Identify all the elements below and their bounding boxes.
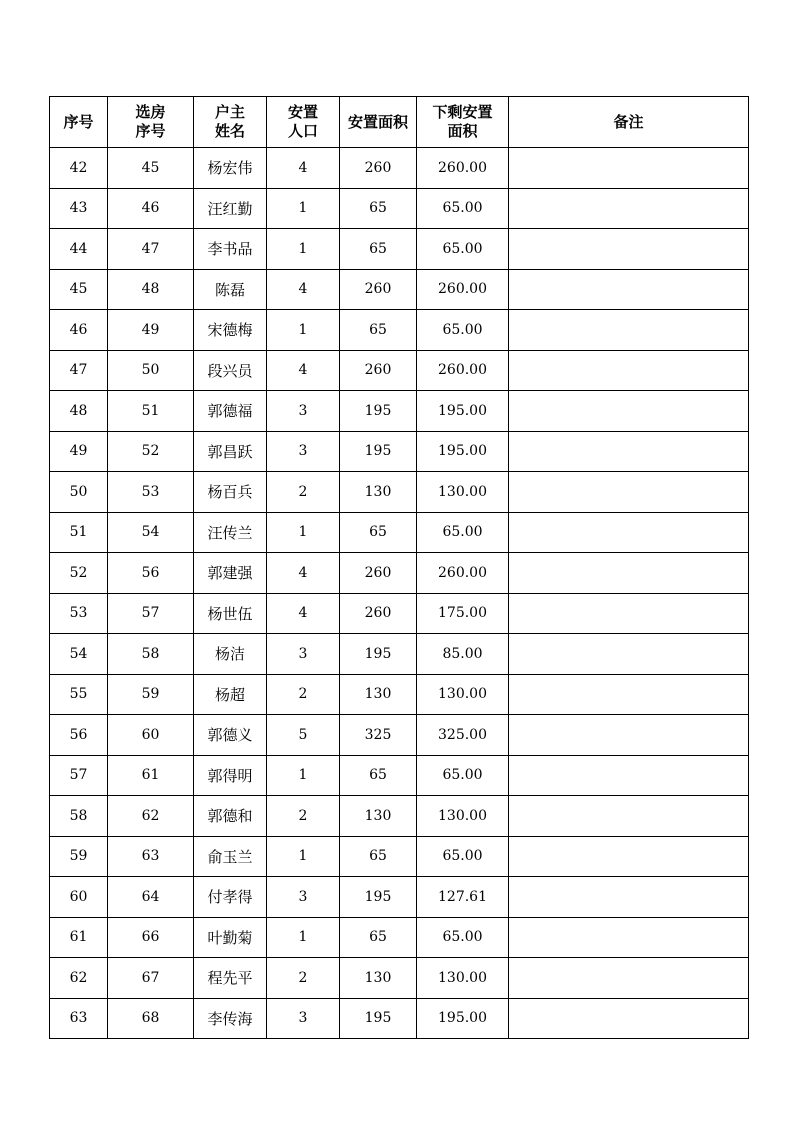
- cell-remaining-area: 65.00: [417, 755, 509, 796]
- table-header: [50, 97, 749, 148]
- cell-note: [509, 512, 749, 553]
- cell-pick-order: 66: [108, 917, 194, 958]
- cell-people: 4: [267, 269, 340, 310]
- cell-remaining-area: 65.00: [417, 310, 509, 351]
- header-note: [509, 97, 749, 148]
- cell-area: 65: [340, 755, 417, 796]
- cell-seq: 52: [50, 553, 108, 594]
- cell-area: 65: [340, 917, 417, 958]
- table-row: [50, 715, 749, 756]
- cell-people: 1: [267, 917, 340, 958]
- cell-pick-order: 51: [108, 391, 194, 432]
- cell-note: [509, 148, 749, 189]
- cell-remaining-area: 65.00: [417, 836, 509, 877]
- cell-pick-order: 64: [108, 877, 194, 918]
- cell-note: [509, 958, 749, 999]
- cell-remaining-area: 195.00: [417, 391, 509, 432]
- cell-area: 195: [340, 431, 417, 472]
- cell-pick-order: 53: [108, 472, 194, 513]
- header-remain-line2: 面积: [447, 122, 478, 140]
- cell-note: [509, 472, 749, 513]
- cell-pick-order: 45: [108, 148, 194, 189]
- cell-pick-order: 47: [108, 229, 194, 270]
- cell-people: 2: [267, 472, 340, 513]
- cell-area: 260: [340, 593, 417, 634]
- cell-area: 130: [340, 958, 417, 999]
- table-row: [50, 836, 749, 877]
- cell-owner-name: 郭德和: [194, 796, 267, 837]
- cell-owner-name: 郭德义: [194, 715, 267, 756]
- table-row: [50, 431, 749, 472]
- cell-remaining-area: 85.00: [417, 634, 509, 675]
- cell-remaining-area: 195.00: [417, 998, 509, 1039]
- cell-owner-name: 杨百兵: [194, 472, 267, 513]
- cell-area: 195: [340, 998, 417, 1039]
- cell-note: [509, 715, 749, 756]
- table-row: [50, 958, 749, 999]
- cell-people: 1: [267, 310, 340, 351]
- header-people: [267, 97, 340, 148]
- cell-area: 130: [340, 472, 417, 513]
- cell-seq: 57: [50, 755, 108, 796]
- cell-seq: 59: [50, 836, 108, 877]
- cell-area: 65: [340, 512, 417, 553]
- table-row: [50, 917, 749, 958]
- cell-people: 4: [267, 593, 340, 634]
- cell-remaining-area: 130.00: [417, 958, 509, 999]
- table-row: [50, 796, 749, 837]
- cell-area: 195: [340, 877, 417, 918]
- cell-pick-order: 58: [108, 634, 194, 675]
- header-pick-line2: 序号: [135, 122, 166, 140]
- cell-remaining-area: 130.00: [417, 796, 509, 837]
- header-pick-order: [108, 97, 194, 148]
- cell-owner-name: 杨世伍: [194, 593, 267, 634]
- cell-people: 1: [267, 188, 340, 229]
- table-row: [50, 148, 749, 189]
- cell-area: 195: [340, 391, 417, 432]
- table-row: [50, 229, 749, 270]
- table-row: [50, 350, 749, 391]
- cell-remaining-area: 130.00: [417, 472, 509, 513]
- cell-people: 3: [267, 877, 340, 918]
- cell-people: 1: [267, 229, 340, 270]
- cell-seq: 53: [50, 593, 108, 634]
- cell-people: 3: [267, 391, 340, 432]
- cell-seq: 48: [50, 391, 108, 432]
- cell-pick-order: 52: [108, 431, 194, 472]
- cell-owner-name: 叶勤菊: [194, 917, 267, 958]
- cell-note: [509, 391, 749, 432]
- cell-owner-name: 李传海: [194, 998, 267, 1039]
- table-row: [50, 310, 749, 351]
- header-remain-line1: 下剩安置: [432, 103, 493, 121]
- resettlement-table: [49, 96, 749, 1039]
- header-owner-line1: 户主: [214, 103, 245, 121]
- cell-note: [509, 755, 749, 796]
- header-pick-line1: 选房: [135, 103, 166, 121]
- header-owner-name: [194, 97, 267, 148]
- table-row: [50, 188, 749, 229]
- cell-note: [509, 674, 749, 715]
- cell-area: 325: [340, 715, 417, 756]
- cell-remaining-area: 65.00: [417, 229, 509, 270]
- cell-note: [509, 796, 749, 837]
- cell-owner-name: 郭建强: [194, 553, 267, 594]
- table-row: [50, 269, 749, 310]
- header-owner-line2: 姓名: [214, 122, 245, 140]
- cell-owner-name: 付孝得: [194, 877, 267, 918]
- cell-remaining-area: 175.00: [417, 593, 509, 634]
- cell-owner-name: 俞玉兰: [194, 836, 267, 877]
- cell-seq: 46: [50, 310, 108, 351]
- cell-area: 195: [340, 634, 417, 675]
- cell-people: 2: [267, 958, 340, 999]
- cell-remaining-area: 65.00: [417, 917, 509, 958]
- cell-seq: 45: [50, 269, 108, 310]
- cell-pick-order: 60: [108, 715, 194, 756]
- cell-note: [509, 188, 749, 229]
- cell-owner-name: 杨超: [194, 674, 267, 715]
- cell-area: 65: [340, 229, 417, 270]
- cell-note: [509, 229, 749, 270]
- cell-people: 4: [267, 148, 340, 189]
- cell-seq: 49: [50, 431, 108, 472]
- header-note-label: 备注: [613, 112, 644, 131]
- cell-owner-name: 段兴员: [194, 350, 267, 391]
- cell-note: [509, 877, 749, 918]
- cell-note: [509, 553, 749, 594]
- cell-owner-name: 李书品: [194, 229, 267, 270]
- table-row: [50, 634, 749, 675]
- cell-remaining-area: 127.61: [417, 877, 509, 918]
- table-row: [50, 877, 749, 918]
- cell-seq: 42: [50, 148, 108, 189]
- cell-seq: 56: [50, 715, 108, 756]
- cell-note: [509, 998, 749, 1039]
- cell-note: [509, 350, 749, 391]
- cell-people: 5: [267, 715, 340, 756]
- cell-people: 3: [267, 431, 340, 472]
- cell-owner-name: 杨洁: [194, 634, 267, 675]
- table-row: [50, 755, 749, 796]
- cell-area: 260: [340, 350, 417, 391]
- cell-owner-name: 汪传兰: [194, 512, 267, 553]
- cell-pick-order: 63: [108, 836, 194, 877]
- cell-pick-order: 50: [108, 350, 194, 391]
- cell-pick-order: 57: [108, 593, 194, 634]
- cell-remaining-area: 260.00: [417, 553, 509, 594]
- table-row: [50, 391, 749, 432]
- header-seq-label: 序号: [63, 112, 94, 131]
- cell-pick-order: 54: [108, 512, 194, 553]
- table-row: [50, 998, 749, 1039]
- cell-owner-name: 汪红勤: [194, 188, 267, 229]
- cell-pick-order: 67: [108, 958, 194, 999]
- cell-owner-name: 宋德梅: [194, 310, 267, 351]
- cell-seq: 55: [50, 674, 108, 715]
- header-seq: [50, 97, 108, 148]
- cell-note: [509, 593, 749, 634]
- cell-owner-name: 郭昌跃: [194, 431, 267, 472]
- cell-seq: 50: [50, 472, 108, 513]
- cell-seq: 51: [50, 512, 108, 553]
- cell-pick-order: 49: [108, 310, 194, 351]
- header-area: [340, 97, 417, 148]
- table-row: [50, 674, 749, 715]
- cell-owner-name: 杨宏伟: [194, 148, 267, 189]
- cell-area: 260: [340, 269, 417, 310]
- cell-note: [509, 634, 749, 675]
- cell-people: 3: [267, 998, 340, 1039]
- cell-area: 130: [340, 796, 417, 837]
- cell-owner-name: 陈磊: [194, 269, 267, 310]
- cell-pick-order: 48: [108, 269, 194, 310]
- cell-remaining-area: 195.00: [417, 431, 509, 472]
- cell-people: 2: [267, 674, 340, 715]
- table-row: [50, 593, 749, 634]
- cell-people: 1: [267, 512, 340, 553]
- header-remaining-area: [417, 97, 509, 148]
- cell-area: 65: [340, 188, 417, 229]
- cell-owner-name: 郭德福: [194, 391, 267, 432]
- cell-seq: 54: [50, 634, 108, 675]
- cell-people: 1: [267, 755, 340, 796]
- header-people-line2: 人口: [287, 122, 318, 140]
- cell-seq: 60: [50, 877, 108, 918]
- cell-pick-order: 61: [108, 755, 194, 796]
- header-people-line1: 安置: [287, 103, 318, 121]
- cell-note: [509, 269, 749, 310]
- cell-seq: 61: [50, 917, 108, 958]
- cell-remaining-area: 65.00: [417, 512, 509, 553]
- cell-people: 4: [267, 350, 340, 391]
- cell-pick-order: 59: [108, 674, 194, 715]
- header-row: [50, 97, 749, 148]
- cell-remaining-area: 260.00: [417, 269, 509, 310]
- cell-seq: 47: [50, 350, 108, 391]
- cell-remaining-area: 130.00: [417, 674, 509, 715]
- table-row: [50, 512, 749, 553]
- cell-remaining-area: 325.00: [417, 715, 509, 756]
- cell-area: 130: [340, 674, 417, 715]
- cell-pick-order: 68: [108, 998, 194, 1039]
- cell-remaining-area: 65.00: [417, 188, 509, 229]
- header-area-label: 安置面积: [347, 112, 408, 131]
- cell-remaining-area: 260.00: [417, 148, 509, 189]
- cell-note: [509, 431, 749, 472]
- cell-area: 260: [340, 553, 417, 594]
- cell-people: 3: [267, 634, 340, 675]
- cell-note: [509, 836, 749, 877]
- cell-note: [509, 917, 749, 958]
- cell-seq: 62: [50, 958, 108, 999]
- table-row: [50, 553, 749, 594]
- table-body: [50, 148, 749, 1039]
- cell-area: 260: [340, 148, 417, 189]
- cell-pick-order: 46: [108, 188, 194, 229]
- cell-area: 65: [340, 836, 417, 877]
- cell-pick-order: 62: [108, 796, 194, 837]
- cell-seq: 44: [50, 229, 108, 270]
- cell-people: 4: [267, 553, 340, 594]
- cell-people: 1: [267, 836, 340, 877]
- cell-note: [509, 310, 749, 351]
- cell-people: 2: [267, 796, 340, 837]
- cell-seq: 63: [50, 998, 108, 1039]
- cell-remaining-area: 260.00: [417, 350, 509, 391]
- cell-seq: 43: [50, 188, 108, 229]
- table-row: [50, 472, 749, 513]
- cell-area: 65: [340, 310, 417, 351]
- cell-owner-name: 程先平: [194, 958, 267, 999]
- cell-owner-name: 郭得明: [194, 755, 267, 796]
- cell-seq: 58: [50, 796, 108, 837]
- cell-pick-order: 56: [108, 553, 194, 594]
